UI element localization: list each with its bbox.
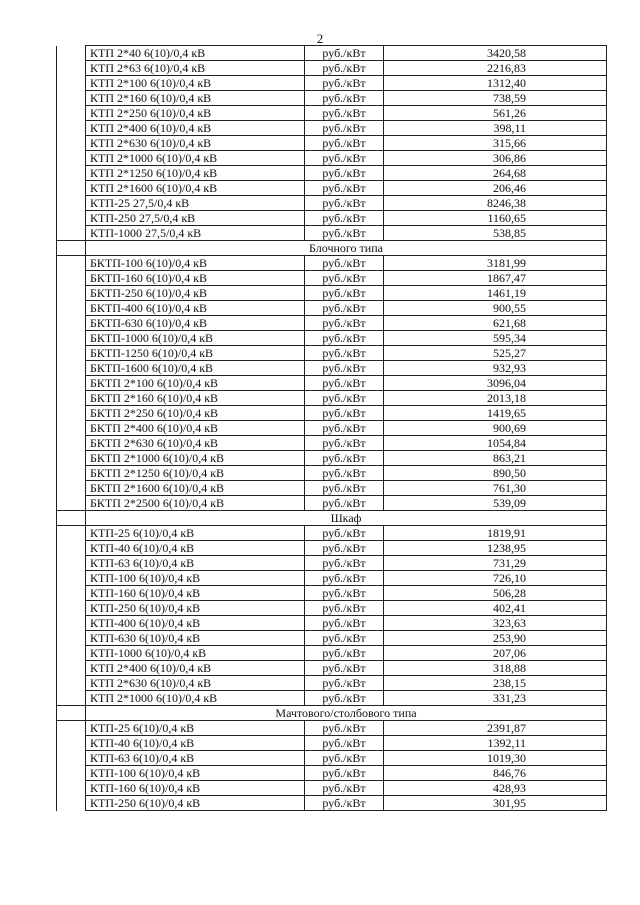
- price-cell: 1160,65: [384, 211, 607, 226]
- index-cell: [57, 646, 86, 661]
- index-cell: [57, 241, 86, 256]
- index-cell: [57, 226, 86, 241]
- table-row: [57, 61, 607, 76]
- price-cell: 539,09: [384, 496, 607, 511]
- substation-name: КТП 2*1600 6(10)/0,4 кВ: [86, 181, 305, 196]
- table-row: [57, 271, 607, 286]
- price-cell: 1019,30: [384, 751, 607, 766]
- index-cell: [57, 586, 86, 601]
- substation-name: КТП 2*100 6(10)/0,4 кВ: [86, 76, 305, 91]
- table-row: [57, 721, 607, 736]
- unit-cell: руб./кВт: [305, 721, 384, 736]
- section-header-row: [57, 706, 607, 721]
- index-cell: [57, 316, 86, 331]
- unit-cell: руб./кВт: [305, 181, 384, 196]
- substation-name: КТП-63 6(10)/0,4 кВ: [86, 751, 305, 766]
- price-cell: 264,68: [384, 166, 607, 181]
- table-row: [57, 601, 607, 616]
- table-row: [57, 691, 607, 706]
- substation-name: КТП 2*40 6(10)/0,4 кВ: [86, 46, 305, 61]
- index-cell: [57, 556, 86, 571]
- substation-name: КТП 2*1250 6(10)/0,4 кВ: [86, 166, 305, 181]
- table-row: [57, 736, 607, 751]
- index-cell: [57, 166, 86, 181]
- section-header-row: [57, 241, 607, 256]
- price-cell: 1419,65: [384, 406, 607, 421]
- unit-cell: руб./кВт: [305, 76, 384, 91]
- index-cell: [57, 466, 86, 481]
- table-row: [57, 91, 607, 106]
- unit-cell: руб./кВт: [305, 766, 384, 781]
- unit-cell: руб./кВт: [305, 631, 384, 646]
- substation-name: БКТП 2*630 6(10)/0,4 кВ: [86, 436, 305, 451]
- substation-name: БКТП 2*250 6(10)/0,4 кВ: [86, 406, 305, 421]
- unit-cell: руб./кВт: [305, 106, 384, 121]
- unit-cell: руб./кВт: [305, 496, 384, 511]
- unit-cell: руб./кВт: [305, 406, 384, 421]
- table-row: [57, 781, 607, 796]
- substation-name: КТП-100 6(10)/0,4 кВ: [86, 766, 305, 781]
- section-header-row: [57, 511, 607, 526]
- price-cell: 331,23: [384, 691, 607, 706]
- price-cell: 323,63: [384, 616, 607, 631]
- substation-name: БКТП-1250 6(10)/0,4 кВ: [86, 346, 305, 361]
- index-cell: [57, 451, 86, 466]
- table-row: [57, 406, 607, 421]
- unit-cell: руб./кВт: [305, 46, 384, 61]
- index-cell: [57, 616, 86, 631]
- table-row: [57, 766, 607, 781]
- index-cell: [57, 331, 86, 346]
- index-cell: [57, 541, 86, 556]
- unit-cell: руб./кВт: [305, 586, 384, 601]
- price-cell: 402,41: [384, 601, 607, 616]
- substation-name: КТП-160 6(10)/0,4 кВ: [86, 781, 305, 796]
- index-cell: [57, 196, 86, 211]
- unit-cell: руб./кВт: [305, 616, 384, 631]
- unit-cell: руб./кВт: [305, 646, 384, 661]
- price-cell: 1392,11: [384, 736, 607, 751]
- substation-name: КТП-250 6(10)/0,4 кВ: [86, 796, 305, 811]
- substation-name: КТП 2*1000 6(10)/0,4 кВ: [86, 151, 305, 166]
- price-cell: 595,34: [384, 331, 607, 346]
- price-cell: 738,59: [384, 91, 607, 106]
- index-cell: [57, 136, 86, 151]
- table-row: [57, 391, 607, 406]
- substation-name: КТП 2*630 6(10)/0,4 кВ: [86, 676, 305, 691]
- substation-name: КТП-1000 6(10)/0,4 кВ: [86, 646, 305, 661]
- table-row: [57, 226, 607, 241]
- table-row: [57, 151, 607, 166]
- table-row: [57, 541, 607, 556]
- unit-cell: руб./кВт: [305, 391, 384, 406]
- index-cell: [57, 271, 86, 286]
- unit-cell: руб./кВт: [305, 286, 384, 301]
- substation-name: КТП-63 6(10)/0,4 кВ: [86, 556, 305, 571]
- index-cell: [57, 766, 86, 781]
- unit-cell: руб./кВт: [305, 346, 384, 361]
- substation-name: БКТП 2*1250 6(10)/0,4 кВ: [86, 466, 305, 481]
- unit-cell: руб./кВт: [305, 661, 384, 676]
- unit-cell: руб./кВт: [305, 121, 384, 136]
- unit-cell: руб./кВт: [305, 781, 384, 796]
- unit-cell: руб./кВт: [305, 331, 384, 346]
- section-title: Мачтового/столбового типа: [86, 706, 607, 721]
- unit-cell: руб./кВт: [305, 271, 384, 286]
- table-row: [57, 751, 607, 766]
- price-cell: 398,11: [384, 121, 607, 136]
- substation-name: КТП 2*400 6(10)/0,4 кВ: [86, 661, 305, 676]
- table-row: [57, 256, 607, 271]
- section-title: Блочного типа: [86, 241, 607, 256]
- substation-name: БКТП 2*2500 6(10)/0,4 кВ: [86, 496, 305, 511]
- substation-name: КТП-40 6(10)/0,4 кВ: [86, 736, 305, 751]
- price-cell: 1054,84: [384, 436, 607, 451]
- table-row: [57, 496, 607, 511]
- price-cell: 731,29: [384, 556, 607, 571]
- index-cell: [57, 736, 86, 751]
- table-row: [57, 136, 607, 151]
- index-cell: [57, 601, 86, 616]
- index-cell: [57, 496, 86, 511]
- price-cell: 206,46: [384, 181, 607, 196]
- price-cell: 3096,04: [384, 376, 607, 391]
- substation-name: БКТП 2*100 6(10)/0,4 кВ: [86, 376, 305, 391]
- unit-cell: руб./кВт: [305, 361, 384, 376]
- price-table: [56, 45, 607, 811]
- table-row: [57, 331, 607, 346]
- index-cell: [57, 301, 86, 316]
- index-cell: [57, 361, 86, 376]
- unit-cell: руб./кВт: [305, 196, 384, 211]
- unit-cell: руб./кВт: [305, 526, 384, 541]
- table-row: [57, 451, 607, 466]
- unit-cell: руб./кВт: [305, 91, 384, 106]
- table-row: [57, 466, 607, 481]
- index-cell: [57, 781, 86, 796]
- index-cell: [57, 211, 86, 226]
- index-cell: [57, 346, 86, 361]
- unit-cell: руб./кВт: [305, 151, 384, 166]
- substation-name: КТП-100 6(10)/0,4 кВ: [86, 571, 305, 586]
- table-row: [57, 796, 607, 811]
- substation-name: КТП 2*250 6(10)/0,4 кВ: [86, 106, 305, 121]
- table-row: [57, 286, 607, 301]
- index-cell: [57, 61, 86, 76]
- table-row: [57, 571, 607, 586]
- price-cell: 306,86: [384, 151, 607, 166]
- substation-name: КТП 2*630 6(10)/0,4 кВ: [86, 136, 305, 151]
- substation-name: КТП-250 6(10)/0,4 кВ: [86, 601, 305, 616]
- unit-cell: руб./кВт: [305, 136, 384, 151]
- substation-name: БКТП 2*1600 6(10)/0,4 кВ: [86, 481, 305, 496]
- table-row: [57, 436, 607, 451]
- table-row: [57, 46, 607, 61]
- index-cell: [57, 511, 86, 526]
- table-row: [57, 526, 607, 541]
- price-cell: 761,30: [384, 481, 607, 496]
- substation-name: КТП-250 27,5/0,4 кВ: [86, 211, 305, 226]
- unit-cell: руб./кВт: [305, 796, 384, 811]
- index-cell: [57, 406, 86, 421]
- table-row: [57, 166, 607, 181]
- price-cell: 538,85: [384, 226, 607, 241]
- unit-cell: руб./кВт: [305, 376, 384, 391]
- index-cell: [57, 661, 86, 676]
- table-row: [57, 106, 607, 121]
- price-cell: 726,10: [384, 571, 607, 586]
- price-cell: 621,68: [384, 316, 607, 331]
- substation-name: БКТП-1600 6(10)/0,4 кВ: [86, 361, 305, 376]
- unit-cell: руб./кВт: [305, 211, 384, 226]
- price-cell: 846,76: [384, 766, 607, 781]
- table-row: [57, 556, 607, 571]
- table-row: [57, 316, 607, 331]
- price-cell: 900,55: [384, 301, 607, 316]
- table-row: [57, 376, 607, 391]
- table-row: [57, 586, 607, 601]
- section-title: Шкаф: [86, 511, 607, 526]
- index-cell: [57, 526, 86, 541]
- index-cell: [57, 751, 86, 766]
- substation-name: КТП-160 6(10)/0,4 кВ: [86, 586, 305, 601]
- price-cell: 890,50: [384, 466, 607, 481]
- unit-cell: руб./кВт: [305, 691, 384, 706]
- price-cell: 2391,87: [384, 721, 607, 736]
- table-row: [57, 646, 607, 661]
- substation-name: БКТП-250 6(10)/0,4 кВ: [86, 286, 305, 301]
- index-cell: [57, 256, 86, 271]
- index-cell: [57, 76, 86, 91]
- unit-cell: руб./кВт: [305, 556, 384, 571]
- index-cell: [57, 106, 86, 121]
- substation-name: КТП-40 6(10)/0,4 кВ: [86, 541, 305, 556]
- price-cell: 1819,91: [384, 526, 607, 541]
- price-cell: 525,27: [384, 346, 607, 361]
- unit-cell: руб./кВт: [305, 301, 384, 316]
- price-table-body: [57, 46, 607, 811]
- substation-name: КТП 2*63 6(10)/0,4 кВ: [86, 61, 305, 76]
- price-cell: 2216,83: [384, 61, 607, 76]
- index-cell: [57, 151, 86, 166]
- table-row: [57, 211, 607, 226]
- index-cell: [57, 181, 86, 196]
- price-cell: 318,88: [384, 661, 607, 676]
- unit-cell: руб./кВт: [305, 736, 384, 751]
- substation-name: БКТП-160 6(10)/0,4 кВ: [86, 271, 305, 286]
- table-row: [57, 76, 607, 91]
- index-cell: [57, 571, 86, 586]
- price-cell: 3420,58: [384, 46, 607, 61]
- index-cell: [57, 286, 86, 301]
- index-cell: [57, 91, 86, 106]
- unit-cell: руб./кВт: [305, 676, 384, 691]
- unit-cell: руб./кВт: [305, 166, 384, 181]
- unit-cell: руб./кВт: [305, 61, 384, 76]
- unit-cell: руб./кВт: [305, 256, 384, 271]
- table-row: [57, 481, 607, 496]
- unit-cell: руб./кВт: [305, 466, 384, 481]
- index-cell: [57, 121, 86, 136]
- substation-name: БКТП-630 6(10)/0,4 кВ: [86, 316, 305, 331]
- price-cell: 315,66: [384, 136, 607, 151]
- index-cell: [57, 391, 86, 406]
- substation-name: КТП-25 27,5/0,4 кВ: [86, 196, 305, 211]
- substation-name: БКТП 2*1000 6(10)/0,4 кВ: [86, 451, 305, 466]
- substation-name: БКТП 2*160 6(10)/0,4 кВ: [86, 391, 305, 406]
- table-row: [57, 676, 607, 691]
- unit-cell: руб./кВт: [305, 451, 384, 466]
- unit-cell: руб./кВт: [305, 541, 384, 556]
- price-cell: 900,69: [384, 421, 607, 436]
- index-cell: [57, 421, 86, 436]
- unit-cell: руб./кВт: [305, 481, 384, 496]
- index-cell: [57, 676, 86, 691]
- substation-name: КТП-25 6(10)/0,4 кВ: [86, 721, 305, 736]
- index-cell: [57, 721, 86, 736]
- table-row: [57, 661, 607, 676]
- table-row: [57, 121, 607, 136]
- price-cell: 1238,95: [384, 541, 607, 556]
- unit-cell: руб./кВт: [305, 226, 384, 241]
- table-row: [57, 181, 607, 196]
- unit-cell: руб./кВт: [305, 751, 384, 766]
- index-cell: [57, 376, 86, 391]
- table-row: [57, 421, 607, 436]
- price-cell: 1867,47: [384, 271, 607, 286]
- price-cell: 8246,38: [384, 196, 607, 211]
- price-cell: 2013,18: [384, 391, 607, 406]
- substation-name: КТП 2*160 6(10)/0,4 кВ: [86, 91, 305, 106]
- price-cell: 1461,19: [384, 286, 607, 301]
- unit-cell: руб./кВт: [305, 421, 384, 436]
- index-cell: [57, 796, 86, 811]
- index-cell: [57, 46, 86, 61]
- price-cell: 1312,40: [384, 76, 607, 91]
- unit-cell: руб./кВт: [305, 436, 384, 451]
- unit-cell: руб./кВт: [305, 601, 384, 616]
- price-cell: 253,90: [384, 631, 607, 646]
- price-cell: 207,06: [384, 646, 607, 661]
- price-cell: 238,15: [384, 676, 607, 691]
- price-cell: 301,95: [384, 796, 607, 811]
- price-cell: 3181,99: [384, 256, 607, 271]
- price-cell: 932,93: [384, 361, 607, 376]
- substation-name: КТП-1000 27,5/0,4 кВ: [86, 226, 305, 241]
- substation-name: КТП 2*400 6(10)/0,4 кВ: [86, 121, 305, 136]
- table-row: [57, 346, 607, 361]
- substation-name: БКТП-100 6(10)/0,4 кВ: [86, 256, 305, 271]
- substation-name: КТП-630 6(10)/0,4 кВ: [86, 631, 305, 646]
- price-cell: 561,26: [384, 106, 607, 121]
- index-cell: [57, 631, 86, 646]
- substation-name: БКТП-400 6(10)/0,4 кВ: [86, 301, 305, 316]
- substation-name: КТП-400 6(10)/0,4 кВ: [86, 616, 305, 631]
- price-cell: 863,21: [384, 451, 607, 466]
- table-row: [57, 301, 607, 316]
- substation-name: БКТП 2*400 6(10)/0,4 кВ: [86, 421, 305, 436]
- table-row: [57, 361, 607, 376]
- index-cell: [57, 706, 86, 721]
- index-cell: [57, 481, 86, 496]
- substation-name: КТП-25 6(10)/0,4 кВ: [86, 526, 305, 541]
- table-row: [57, 196, 607, 211]
- table-row: [57, 616, 607, 631]
- index-cell: [57, 436, 86, 451]
- unit-cell: руб./кВт: [305, 571, 384, 586]
- substation-name: КТП 2*1000 6(10)/0,4 кВ: [86, 691, 305, 706]
- table-row: [57, 631, 607, 646]
- unit-cell: руб./кВт: [305, 316, 384, 331]
- price-cell: 428,93: [384, 781, 607, 796]
- index-cell: [57, 691, 86, 706]
- page-number: 2: [316, 31, 324, 46]
- substation-name: БКТП-1000 6(10)/0,4 кВ: [86, 331, 305, 346]
- price-cell: 506,28: [384, 586, 607, 601]
